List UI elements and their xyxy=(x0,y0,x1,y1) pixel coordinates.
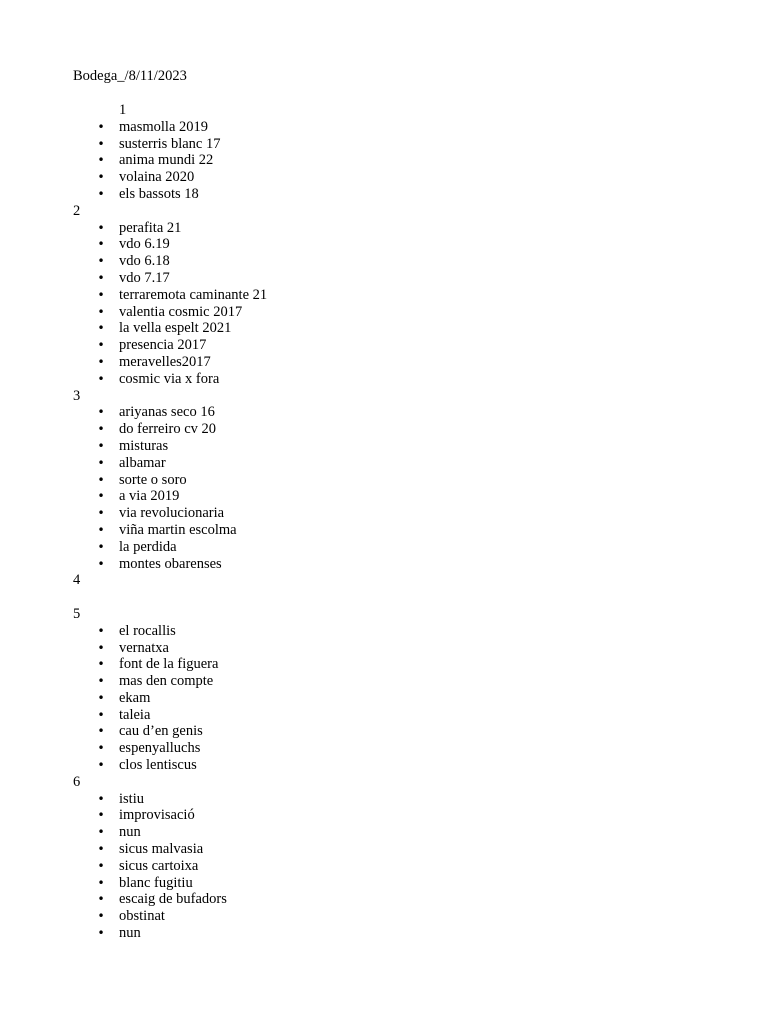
item-text: vdo 7.17 xyxy=(119,269,170,286)
bullet-icon: • xyxy=(97,119,105,134)
bullet-icon: • xyxy=(97,640,105,655)
list-item xyxy=(0,875,768,892)
item-text: clos lentiscus xyxy=(119,757,197,774)
item-text: istiu xyxy=(119,790,144,807)
list-item xyxy=(0,421,768,438)
list-item xyxy=(0,824,768,841)
item-text: perafita 21 xyxy=(119,219,182,236)
list-item xyxy=(0,287,768,304)
item-text: vdo 6.19 xyxy=(119,236,170,253)
bullet-icon: • xyxy=(97,623,105,638)
item-text: sorte o soro xyxy=(119,471,187,488)
item-text: obstinat xyxy=(119,908,165,925)
bullet-icon: • xyxy=(97,674,105,689)
item-text: el rocallis xyxy=(119,622,176,639)
item-text: meravelles2017 xyxy=(119,353,211,370)
bullet-icon: • xyxy=(97,758,105,773)
bullet-icon: • xyxy=(97,875,105,890)
list-item xyxy=(0,505,768,522)
section-number: 4 xyxy=(73,572,81,589)
bullet-icon: • xyxy=(97,270,105,285)
item-text: vdo 6.18 xyxy=(119,253,170,270)
list-item xyxy=(0,455,768,472)
list-item xyxy=(0,472,768,489)
list-item xyxy=(0,891,768,908)
section-number: 6 xyxy=(73,773,81,790)
section-5 xyxy=(0,606,768,774)
list-item xyxy=(0,807,768,824)
item-list xyxy=(0,220,768,388)
bullet-icon: • xyxy=(97,926,105,941)
list-item xyxy=(0,320,768,337)
list-item xyxy=(0,841,768,858)
item-text: ekam xyxy=(119,689,151,706)
item-text: do ferreiro cv 20 xyxy=(119,421,217,438)
list-item xyxy=(0,404,768,421)
item-text: els bassots 18 xyxy=(119,185,199,202)
item-text: masmolla 2019 xyxy=(119,118,209,135)
list-item xyxy=(0,337,768,354)
item-text: taleia xyxy=(119,706,151,723)
item-text: blanc fugitiu xyxy=(119,874,193,891)
list-item xyxy=(0,236,768,253)
document-body xyxy=(0,102,768,942)
bullet-icon: • xyxy=(97,287,105,302)
bullet-icon: • xyxy=(97,371,105,386)
bullet-icon: • xyxy=(97,489,105,504)
bullet-icon: • xyxy=(97,707,105,722)
item-text: sicus malvasia xyxy=(119,841,204,858)
bullet-icon: • xyxy=(97,539,105,554)
list-item xyxy=(0,673,768,690)
bullet-icon: • xyxy=(97,892,105,907)
bullet-icon: • xyxy=(97,220,105,235)
list-item xyxy=(0,253,768,270)
section-4 xyxy=(0,572,768,589)
item-text: la vella espelt 2021 xyxy=(119,320,232,337)
list-item xyxy=(0,186,768,203)
item-text: cau d’en genis xyxy=(119,723,203,740)
bullet-icon: • xyxy=(97,237,105,252)
bullet-icon: • xyxy=(97,741,105,756)
item-text: font de la figuera xyxy=(119,656,219,673)
list-item xyxy=(0,656,768,673)
bullet-icon: • xyxy=(97,405,105,420)
section-3 xyxy=(0,388,768,573)
list-item xyxy=(0,152,768,169)
list-item xyxy=(0,136,768,153)
item-text: presencia 2017 xyxy=(119,337,207,354)
item-text: misturas xyxy=(119,437,169,454)
item-text: susterris blanc 17 xyxy=(119,135,221,152)
item-text: escaig de bufadors xyxy=(119,891,227,908)
section-number: 2 xyxy=(73,202,81,219)
section-number: 5 xyxy=(73,605,81,622)
item-text: a via 2019 xyxy=(119,488,180,505)
list-item xyxy=(0,556,768,573)
item-text: vernatxa xyxy=(119,639,169,656)
item-text: nun xyxy=(119,824,141,841)
item-text: espenyalluchs xyxy=(119,740,201,757)
item-text: cosmic via x fora xyxy=(119,370,220,387)
bullet-icon: • xyxy=(97,438,105,453)
item-text: anima mundi 22 xyxy=(119,152,214,169)
section-1 xyxy=(0,102,768,203)
list-item xyxy=(0,707,768,724)
item-text: la perdida xyxy=(119,538,177,555)
list-item xyxy=(0,640,768,657)
list-item xyxy=(0,908,768,925)
item-text: volaina 2020 xyxy=(119,169,195,186)
list-item xyxy=(0,438,768,455)
item-text: viña martin escolma xyxy=(119,521,237,538)
section-2 xyxy=(0,203,768,388)
bullet-icon: • xyxy=(97,354,105,369)
item-list xyxy=(0,404,768,572)
document-title: Bodega_/8/11/2023 xyxy=(73,68,187,84)
list-item xyxy=(0,169,768,186)
list-item xyxy=(0,522,768,539)
bullet-icon: • xyxy=(97,170,105,185)
bullet-icon: • xyxy=(97,522,105,537)
item-text: improvisació xyxy=(119,807,195,824)
bullet-icon: • xyxy=(97,825,105,840)
bullet-icon: • xyxy=(97,321,105,336)
list-item xyxy=(0,488,768,505)
section-number: 3 xyxy=(73,387,81,404)
list-item xyxy=(0,539,768,556)
bullet-icon: • xyxy=(97,304,105,319)
item-list xyxy=(0,623,768,774)
bullet-icon: • xyxy=(97,136,105,151)
list-item xyxy=(0,119,768,136)
item-list xyxy=(0,119,768,203)
section-number: 1 xyxy=(119,102,127,118)
bullet-icon: • xyxy=(97,858,105,873)
bullet-icon: • xyxy=(97,690,105,705)
bullet-icon: • xyxy=(97,422,105,437)
bullet-icon: • xyxy=(97,657,105,672)
list-item xyxy=(0,371,768,388)
bullet-icon: • xyxy=(97,472,105,487)
bullet-icon: • xyxy=(97,455,105,470)
bullet-icon: • xyxy=(97,186,105,201)
item-text: via revolucionaria xyxy=(119,505,225,522)
bullet-icon: • xyxy=(97,556,105,571)
list-item xyxy=(0,740,768,757)
bullet-icon: • xyxy=(97,808,105,823)
list-item xyxy=(0,270,768,287)
list-item xyxy=(0,354,768,371)
item-text: montes obarenses xyxy=(119,555,222,572)
bullet-icon: • xyxy=(97,506,105,521)
item-text: ariyanas seco 16 xyxy=(119,404,215,421)
list-item xyxy=(0,791,768,808)
item-text: mas den compte xyxy=(119,673,214,690)
list-item xyxy=(0,925,768,942)
list-item xyxy=(0,690,768,707)
list-item xyxy=(0,723,768,740)
bullet-icon: • xyxy=(97,791,105,806)
item-text: valentia cosmic 2017 xyxy=(119,303,243,320)
bullet-icon: • xyxy=(97,724,105,739)
item-text: albamar xyxy=(119,454,166,471)
bullet-icon: • xyxy=(97,338,105,353)
item-text: terraremota caminante 21 xyxy=(119,286,268,303)
list-item xyxy=(0,757,768,774)
list-item xyxy=(0,304,768,321)
list-item xyxy=(0,623,768,640)
bullet-icon: • xyxy=(97,254,105,269)
bullet-icon: • xyxy=(97,153,105,168)
bullet-icon: • xyxy=(97,842,105,857)
list-item xyxy=(0,220,768,237)
list-item xyxy=(0,858,768,875)
item-list xyxy=(0,791,768,942)
item-text: sicus cartoixa xyxy=(119,857,199,874)
section-6 xyxy=(0,774,768,942)
bullet-icon: • xyxy=(97,909,105,924)
item-text: nun xyxy=(119,925,141,942)
